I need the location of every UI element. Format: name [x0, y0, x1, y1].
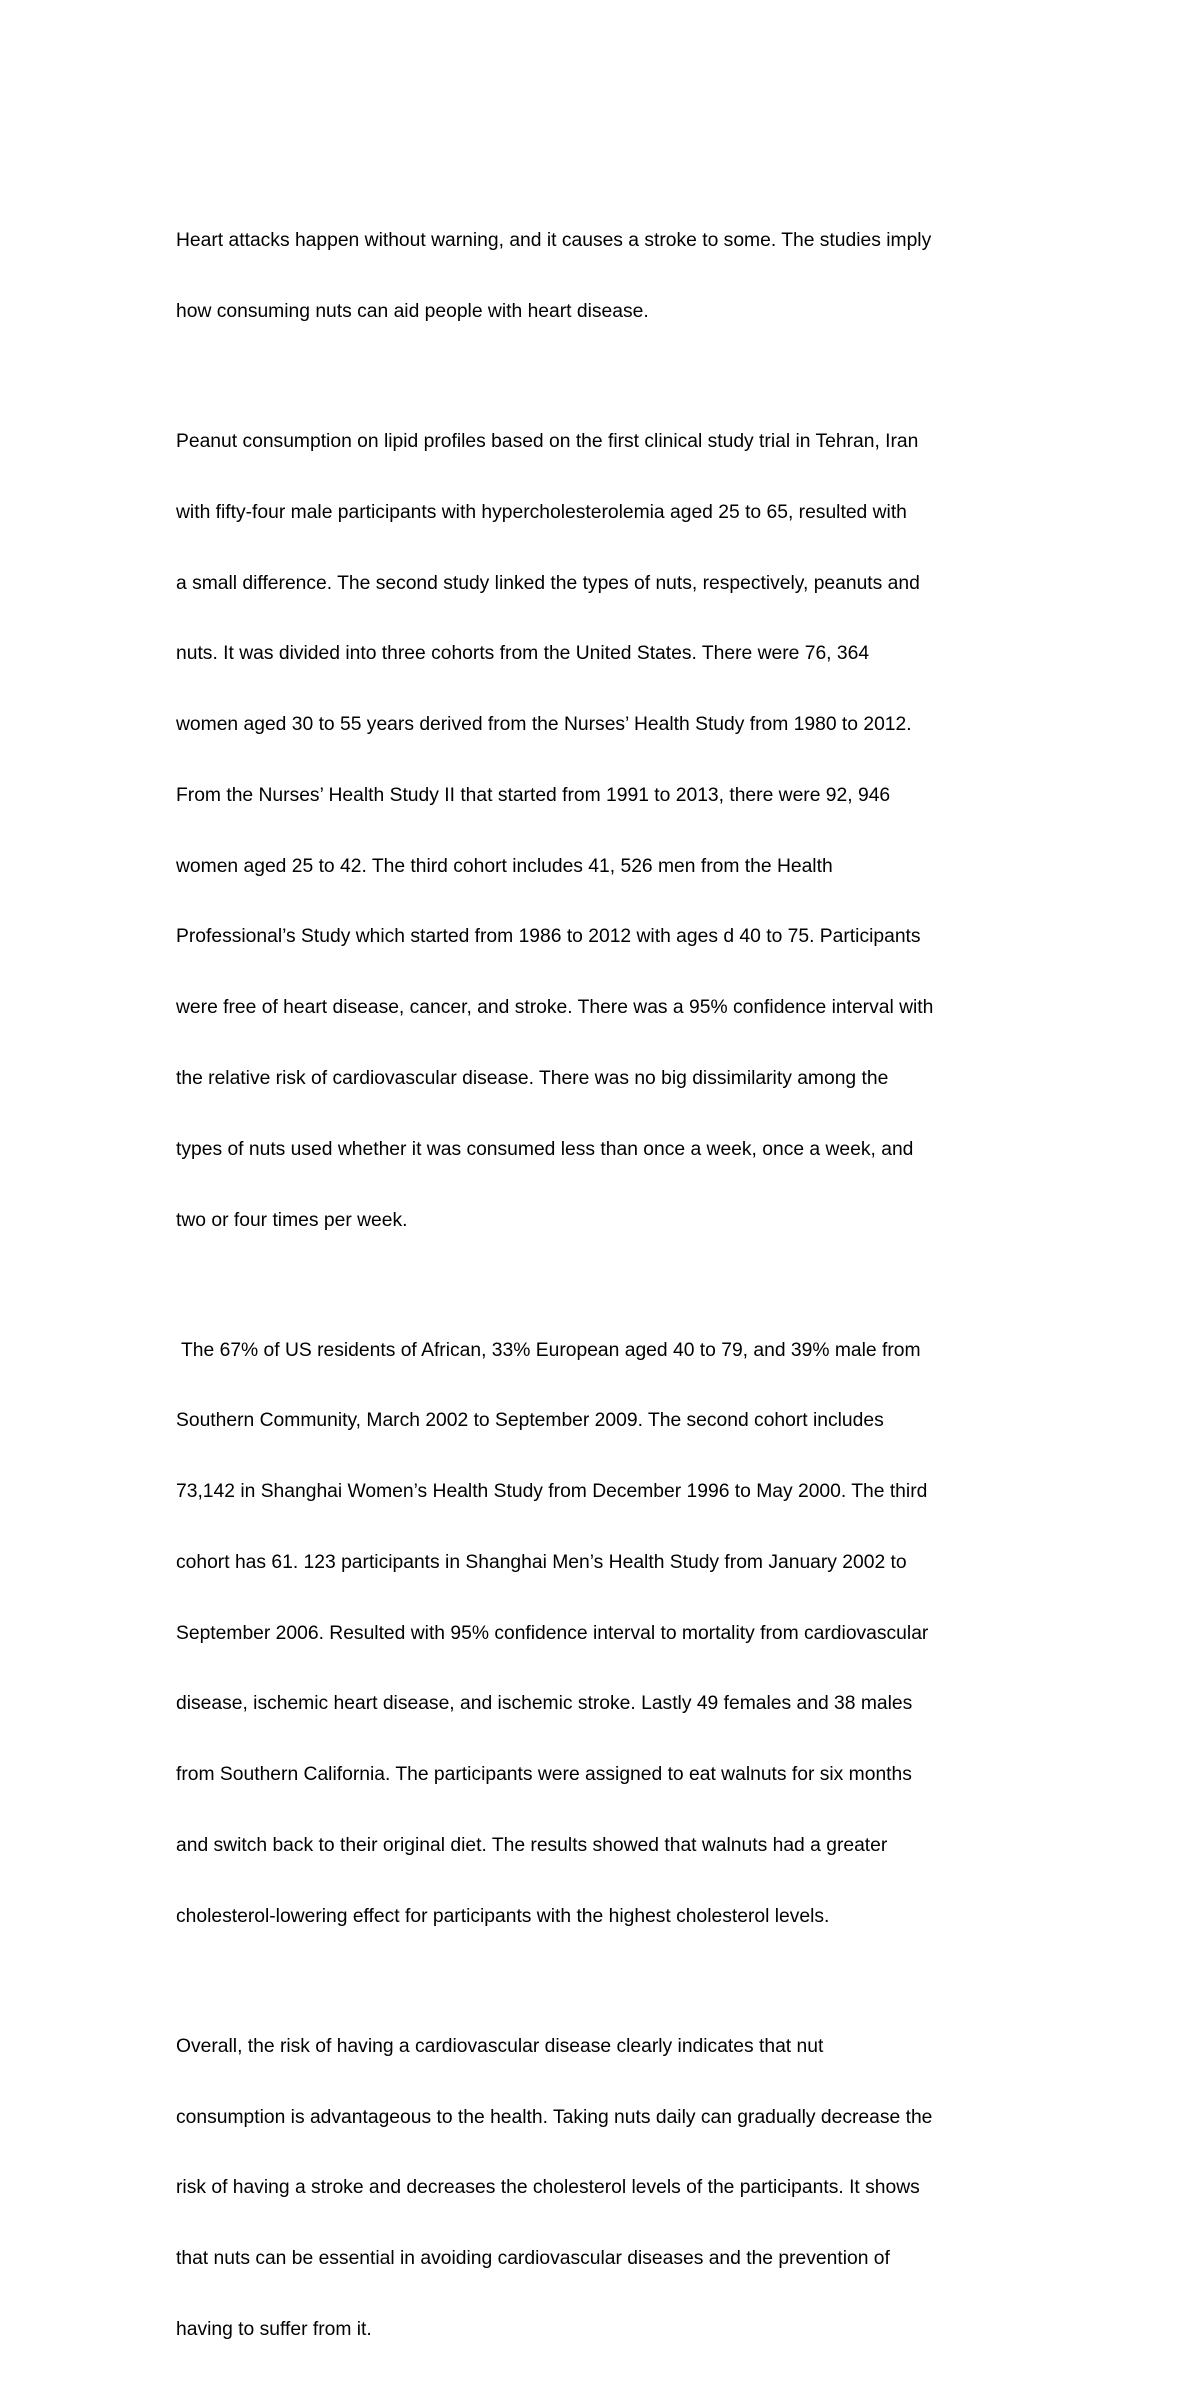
paragraph-line: having to suffer from it. — [176, 2318, 372, 2340]
paragraph-line: that nuts can be essential in avoiding cardiovascular diseases and the prevention of — [176, 2248, 890, 2270]
paragraph-line: women aged 25 to 42. The third cohort includes 41, 526 men from the Health — [176, 855, 833, 877]
paragraph-line: cohort has 61. 123 participants in Shanghai Men’s Health Study from January 2002 to — [176, 1551, 907, 1573]
paragraph-line: a small difference. The second study linked the types of nuts, respectively, peanuts and — [176, 572, 920, 594]
paragraph-line: were free of heart disease, cancer, and stroke. There was a 95% confidence interval with — [176, 997, 934, 1019]
paragraph-line: From the Nurses’ Health Study II that started from 1991 to 2013, there were 92, 946 — [176, 784, 891, 806]
paragraph-line: cholesterol-lowering effect for participants with the highest cholesterol levels. — [176, 1905, 830, 1927]
paragraph-line: two or four times per week. — [176, 1209, 408, 1231]
paragraph-line: types of nuts used whether it was consumed less than once a week, once a week, and — [176, 1138, 914, 1160]
paragraph-line: the relative risk of cardiovascular disease. There was no big dissimilarity among the — [176, 1067, 889, 1089]
paragraph-line: risk of having a stroke and decreases the cholesterol levels of the participants. It shows — [176, 2177, 920, 2199]
paragraph-line: and switch back to their original diet. The results showed that walnuts had a greater — [176, 1834, 888, 1856]
paragraph-peanut-study — [176, 383, 1032, 1280]
paragraph-line: with fifty-four male participants with hypercholesterolemia aged 25 to 65, resulted with — [176, 501, 907, 523]
paragraph-intro — [176, 182, 1032, 371]
paragraph-line: The 67% of US residents of African, 33% European aged 40 to 79, and 39% male from — [176, 1339, 921, 1361]
paragraph-line: from Southern California. The participants were assigned to eat walnuts for six months — [176, 1764, 912, 1786]
paragraph-line: nuts. It was divided into three cohorts from the United States. There were 76, 364 — [176, 643, 870, 665]
paragraph-line: how consuming nuts can aid people with heart disease. — [176, 300, 649, 322]
paragraph-line: September 2006. Resulted with 95% confidence interval to mortality from cardiovascular — [176, 1622, 929, 1644]
paragraph-conclusion — [176, 1988, 1032, 2389]
paragraph-line: Southern Community, March 2002 to September 2009. The second cohort includes — [176, 1410, 884, 1432]
paragraph-line: Professional’s Study which started from 1986 to 2012 with ages d 40 to 75. Participants — [176, 926, 921, 948]
paragraph-line: Overall, the risk of having a cardiovascular disease clearly indicates that nut — [176, 2035, 824, 2057]
paragraph-line: women aged 30 to 55 years derived from the Nurses’ Health Study from 1980 to 2012. — [176, 714, 912, 736]
paragraph-line: Heart attacks happen without warning, and it causes a stroke to some. The studies imply — [176, 230, 932, 252]
paragraph-line: disease, ischemic heart disease, and ischemic stroke. Lastly 49 females and 38 males — [176, 1693, 913, 1715]
paragraph-line: Peanut consumption on lipid profiles based on the first clinical study trial in Tehran, Iran — [176, 430, 919, 452]
paragraph-cohort-study — [176, 1291, 1032, 1975]
paragraph-line: 73,142 in Shanghai Women’s Health Study from December 1996 to May 2000. The third — [176, 1481, 928, 1503]
paragraph-line: consumption is advantageous to the health. Taking nuts daily can gradually decrease the — [176, 2106, 933, 2128]
document-body — [176, 182, 1032, 2401]
